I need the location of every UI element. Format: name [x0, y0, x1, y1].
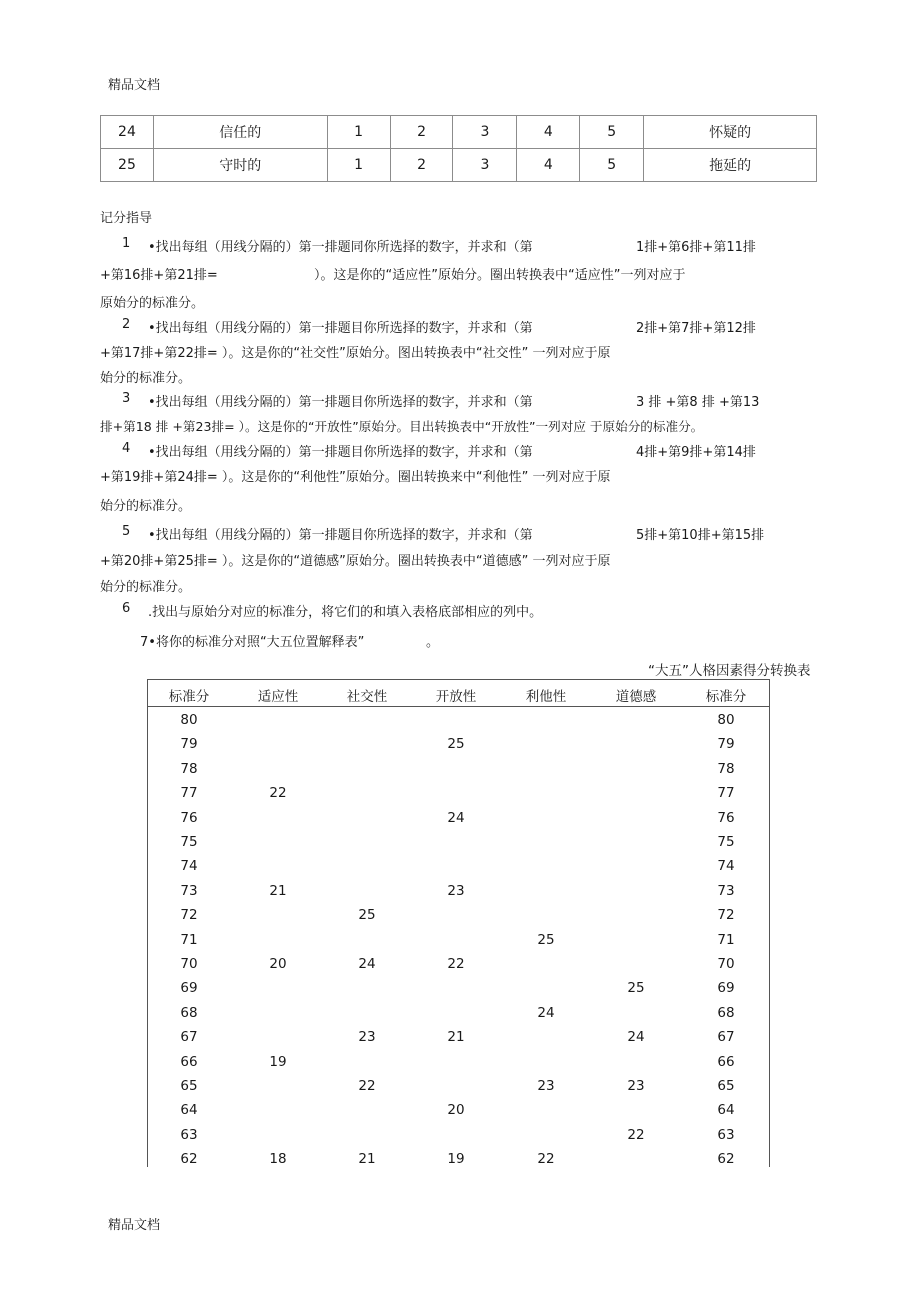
table-cell: 62 — [180, 1151, 198, 1167]
page-footer: 精品文档 — [108, 1218, 161, 1233]
table-cell: 68 — [717, 1004, 735, 1021]
guide-text: 2排+第7排+第12排 — [636, 321, 756, 336]
guide-text: +第16排+第21排= — [100, 268, 218, 283]
scale-1: 1 — [327, 116, 390, 149]
guide-text: •找出每组（用线分隔的）第一排题目你所选择的数字，并求和（第 — [148, 445, 533, 460]
guide-text: 原始分的标准分。 — [100, 296, 205, 311]
scale-2: 2 — [390, 116, 453, 149]
table-cell: 21 — [358, 1151, 376, 1167]
table-row — [147, 736, 770, 760]
table-cell: 75 — [717, 834, 735, 850]
guide-text: ）。这是你的“适应性”原始分。圈出转换表中“适应性”一列对应于 — [314, 268, 686, 283]
table-border — [147, 706, 770, 707]
table-cell: 21 — [447, 1029, 465, 1046]
table-row — [147, 932, 770, 956]
page-header: 精品文档 — [108, 78, 161, 93]
table-row — [101, 149, 817, 182]
table-cell: 72 — [180, 907, 198, 924]
table-row — [147, 980, 770, 1004]
table-row — [147, 1029, 770, 1053]
table-row — [147, 1102, 770, 1126]
guide-text: 排+第18 排 +第23排= ）。这是你的“开放性”原始分。目出转换表中“开放性”一列对应 于原始分的标准分。 — [100, 419, 704, 434]
table-cell: 24 — [627, 1029, 645, 1046]
table-cell: 25 — [447, 736, 465, 753]
table-cell: 18 — [269, 1151, 287, 1167]
scoring-guide-title: 记分指导 — [100, 211, 153, 226]
table-cell: 67 — [717, 1029, 735, 1046]
table-row — [147, 1005, 770, 1029]
table-row — [147, 785, 770, 809]
column-header: 标准分 — [705, 689, 747, 705]
table-cell: 72 — [717, 907, 735, 924]
table-row — [147, 858, 770, 882]
table-cell: 80 — [717, 712, 735, 728]
table-cell: 73 — [180, 882, 198, 899]
table-row — [147, 956, 770, 980]
table-cell: 22 — [447, 956, 465, 972]
table-cell: 68 — [180, 1004, 198, 1021]
guide-text: 5排+第10排+第15排 — [636, 528, 765, 543]
table-cell: 74 — [717, 858, 735, 875]
table-cell: 63 — [180, 1126, 198, 1143]
table-cell: 71 — [717, 931, 735, 948]
scale-4: 4 — [517, 149, 580, 182]
guide-text: 始分的标准分。 — [100, 580, 192, 595]
table-row — [147, 712, 770, 736]
table-cell: 20 — [269, 956, 287, 972]
table-row — [147, 761, 770, 785]
item-number: 25 — [101, 149, 154, 182]
table-cell: 19 — [447, 1151, 465, 1167]
table-cell: 23 — [358, 1029, 376, 1046]
table-cell: 79 — [180, 736, 198, 753]
table-cell: 77 — [180, 785, 198, 802]
guide-text: •找出每组（用线分隔的）第一排题目你所选择的数字，并求和（第 — [148, 321, 533, 336]
table-row — [147, 1054, 770, 1078]
table-cell: 71 — [180, 931, 198, 948]
table-cell: 62 — [717, 1151, 735, 1167]
guide-text: •找出每组（用线分隔的）第一排题目你所选择的数字，并求和（第 — [148, 395, 533, 410]
table-row — [101, 116, 817, 149]
guide-text: 3 排 +第8 排 +第13 — [636, 395, 760, 410]
table-cell: 22 — [358, 1078, 376, 1094]
guide-text: 1排+第6排+第11排 — [636, 240, 756, 255]
item-number: 24 — [101, 116, 154, 149]
table-cell: 21 — [269, 882, 287, 899]
table-row — [147, 834, 770, 858]
right-trait: 拖延的 — [644, 149, 817, 182]
left-trait: 信任的 — [153, 116, 327, 149]
guide-text: •找出每组（用线分隔的）第一排题目你所选择的数字，并求和（第 — [148, 528, 533, 543]
table-row — [147, 810, 770, 834]
right-trait: 怀疑的 — [644, 116, 817, 149]
guide-text: 始分的标准分。 — [100, 499, 192, 514]
table-cell: 19 — [269, 1053, 287, 1070]
table-cell: 78 — [717, 760, 735, 777]
table-cell: 64 — [717, 1102, 735, 1119]
table-cell: 20 — [447, 1102, 465, 1119]
table-row — [147, 883, 770, 907]
scale-1: 1 — [327, 149, 390, 182]
guide-text: 始分的标准分。 — [100, 371, 192, 386]
table-cell: 23 — [447, 882, 465, 899]
table-cell: 76 — [717, 809, 735, 826]
table-cell: 65 — [717, 1078, 735, 1094]
table-cell: 70 — [717, 956, 735, 972]
scale-4: 4 — [517, 116, 580, 149]
table-cell: 73 — [717, 882, 735, 899]
table-cell: 24 — [447, 809, 465, 826]
guide-number: 2 — [122, 317, 131, 332]
column-header: 适应性 — [257, 689, 299, 705]
table-cell: 79 — [717, 736, 735, 753]
table-cell: 74 — [180, 858, 198, 875]
table-cell: 22 — [537, 1151, 555, 1167]
guide-number: 6 — [122, 601, 131, 616]
table-row — [147, 1127, 770, 1151]
guide-text: +第20排+第25排= ）。这是你的“道德感”原始分。圈出转换表中“道德感” 一列对应于原 — [100, 554, 611, 569]
conversion-table-caption: “大五”人格因素得分转换表 — [648, 663, 811, 679]
table-cell: 23 — [537, 1078, 555, 1094]
table-cell: 63 — [717, 1126, 735, 1143]
table-cell: 70 — [180, 956, 198, 972]
guide-number: 5 — [122, 524, 131, 539]
table-cell: 25 — [537, 931, 555, 948]
table-row — [147, 1078, 770, 1102]
table-cell: 25 — [358, 907, 376, 924]
table-cell: 24 — [358, 956, 376, 972]
table-cell: 24 — [537, 1004, 555, 1021]
table-cell: 80 — [180, 712, 198, 728]
guide-text: +第19排+第24排= ）。这是你的“利他性”原始分。圈出转换来中“利他性” 一列对应于原 — [100, 470, 611, 485]
scale-3: 3 — [453, 149, 517, 182]
table-cell: 67 — [180, 1029, 198, 1046]
scale-5: 5 — [580, 116, 644, 149]
scale-3: 3 — [453, 116, 517, 149]
scale-2: 2 — [390, 149, 453, 182]
column-header: 开放性 — [435, 689, 477, 705]
table-cell: 69 — [180, 980, 198, 997]
guide-text: 7•将你的标准分对照“大五位置解释表” — [140, 635, 365, 650]
conversion-table — [147, 679, 770, 1167]
table-cell: 75 — [180, 834, 198, 850]
table-cell: 22 — [269, 785, 287, 802]
column-header: 道德感 — [615, 689, 657, 705]
table-cell: 66 — [180, 1053, 198, 1070]
table-cell: 64 — [180, 1102, 198, 1119]
guide-number: 4 — [122, 441, 131, 456]
rating-table — [100, 115, 817, 182]
guide-text: 。 — [426, 635, 440, 650]
guide-text: •找出每组（用线分隔的）第一排题同你所选择的数字，并求和（第 — [148, 240, 533, 255]
column-header: 利他性 — [525, 689, 567, 705]
column-header: 社交性 — [346, 689, 388, 705]
guide-number: 1 — [122, 236, 131, 251]
table-cell: 76 — [180, 809, 198, 826]
guide-number: 3 — [122, 391, 131, 406]
left-trait: 守时的 — [153, 149, 327, 182]
table-cell: 23 — [627, 1078, 645, 1094]
guide-text: .找出与原始分对应的标准分，将它们的和填入表格底部相应的列中。 — [148, 605, 543, 620]
table-cell: 22 — [627, 1126, 645, 1143]
table-border — [147, 679, 770, 680]
table-cell: 66 — [717, 1053, 735, 1070]
table-cell: 69 — [717, 980, 735, 997]
table-cell: 25 — [627, 980, 645, 997]
table-cell: 78 — [180, 760, 198, 777]
table-row — [147, 907, 770, 931]
scale-5: 5 — [580, 149, 644, 182]
table-cell: 65 — [180, 1078, 198, 1094]
column-header: 标准分 — [168, 689, 210, 705]
guide-text: 4排+第9排+第14排 — [636, 445, 756, 460]
guide-text: +第17排+第22排= ）。这是你的“社交性”原始分。图出转换表中“社交性” 一列对应于原 — [100, 346, 611, 361]
table-cell: 77 — [717, 785, 735, 802]
table-row — [147, 1151, 770, 1167]
